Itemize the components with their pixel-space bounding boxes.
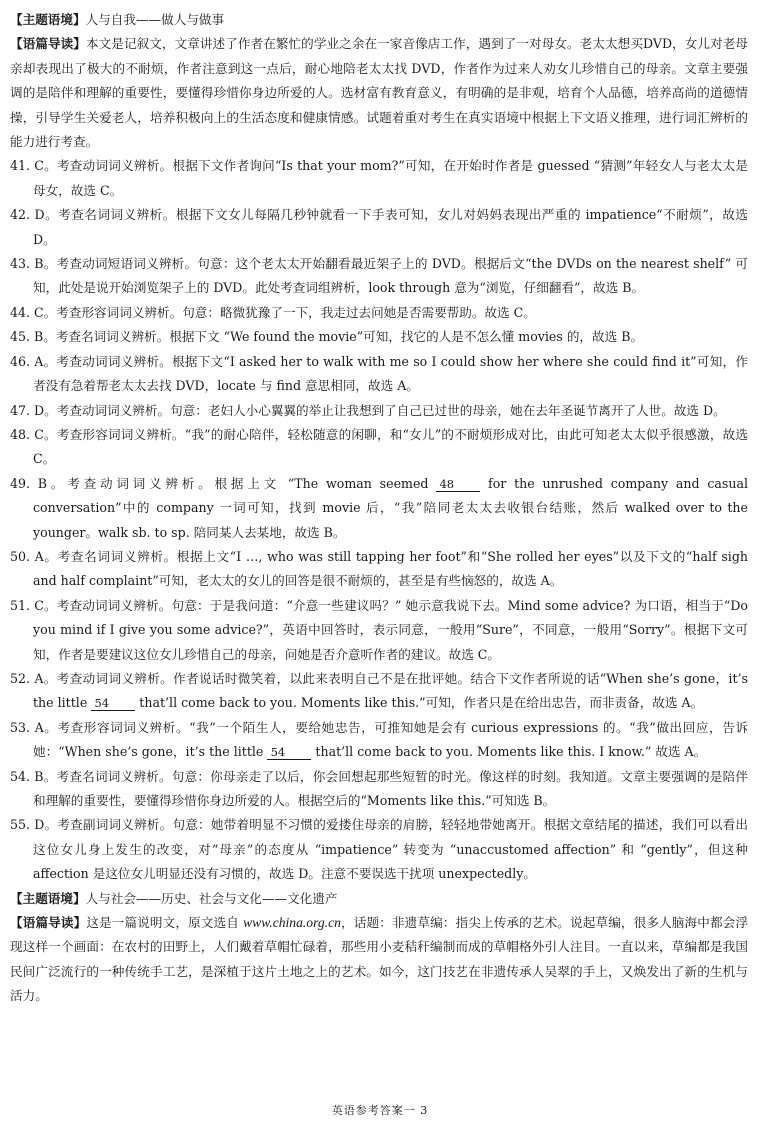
- answer-53-after: that’ll come back to you. Moments like this. I know.” 故选 A。: [311, 744, 707, 760]
- answer-52: [10, 667, 748, 716]
- answer-55: 55. D。考查副词词义辨析。句意：她带着明显不习惯的爱搂住母亲的肩膀，轻轻地带她离开。根据文章结尾的描述，我们可以看出这位女儿身上发生的改变，对“母亲”的态度从 “impatience” 转变为 “unaccustomed affection” 和 “gently”，但这种 affection 是这位女儿明显还没有习惯的，故选 D。注意不要误选干扰项 unexpectedly。: [10, 817, 748, 882]
- theme-line-2: [10, 887, 748, 911]
- blank-54: 54: [91, 696, 135, 711]
- blank-48: 48: [436, 477, 480, 492]
- guide-tag: 【语篇导读】: [10, 36, 86, 52]
- answer-51: 51. C。考查动词词义辨析。句意：于是我问道：“介意一些建议吗？” 她示意我说下去。Mind some advice? 为口语，相当于“Do you mind if I give you some advice?”，英语中回答时，表示同意，一般用“Sure”，不同意，一般用“Sorry”。根据下文可知，作者是要建议这位女儿珍惜自己的母亲，问她是否介意听作者的建议。故选 C。: [10, 597, 748, 662]
- answer-46: 46. A。考查动词词义辨析。根据下文“I asked her to walk with me so I could show her where she could find it”可知，作者没有急着帮老太太去找 DVD，locate 与 find 意思相同，故选 A。: [10, 353, 748, 394]
- theme-text-2: 人与社会——历史、社会与文化——文化遗产: [85, 890, 338, 906]
- answer-54: 54. B。考查名词词义辨析。句意：你母亲走了以后，你会回想起那些短暂的时光。像这样的时刻。我知道。文章主要强调的是陪伴和理解的重要性，要懂得珍惜你身边所爱的人。根据空后的“Moments like this.”可知选 B。: [10, 768, 748, 808]
- answer-43: 43. B。考查动词短语词义辨析。句意：这个老太太开始翻看最近架子上的 DVD。根据后文“the DVDs on the nearest shelf” 可知，此处是说开始浏览架子上的 DVD。此处考查词组辨析，look through 意为“浏览，仔细翻看”，故选 B。: [10, 256, 748, 296]
- theme-tag-2: 【主题语境】: [10, 890, 86, 906]
- page-footer: 英语参考答案一 3: [331, 1104, 429, 1117]
- theme-line-1: [10, 8, 748, 32]
- answer-52-before: 52. A。考查动词词义辨析。作者说话时微笑着，以此来表明自己不是在批评她。结合下文作者所说的话“When she’s gone，it’s the little: [10, 670, 748, 711]
- answer-53-before: 53. A。考查形容词词义辨析。“我”一个陌生人，要给她忠告，可推知她是会有 curious expressions 的。“我”做出回应，告诉她：“When she’s gone，it’s the little: [10, 719, 748, 760]
- guide-text: 本文是记叙文，文章讲述了作者在繁忙的学业之余在一家音像店工作，遇到了一对母女。老太太想买DVD，女儿对老母亲却表现出了极大的不耐烦，作者注意到这一点后，耐心地陪老太太找 DVD，作者作为过来人劝女儿珍惜自己的母亲。文章主要强调的是陪伴和理解的重要性，要懂得珍惜你身边所爱的人。选材富有教育意义，有明确的是非观，培育个人品德，培养高尚的道德情操，引导学生关爱老人，培养积极向上的生活态度和健康情感。试题着重对考生在真实语境中根据上下文语义推理，进行词汇辨析的能力进行考查。: [10, 36, 749, 150]
- blank-54-b: 54: [267, 745, 311, 760]
- answer-44: 44. C。考查形容词词义辨析。句意：略微犹豫了一下，我走过去问她是否需要帮助。故选 C。: [10, 304, 536, 320]
- source-url: www.china.org.cn: [243, 915, 341, 931]
- answer-45: 45. B。考查名词词义辨析。根据下文 “We found the movie”可知，找它的人是不怎么懂 movies 的，故选 B。: [10, 329, 644, 345]
- answer-49: [10, 472, 748, 545]
- answer-49-after: for the unrushed company and casual conversation”中的 company 一词可知，找到 movie 后，“我”陪同老太太去收银台结账，然后 walked over to the younger。walk sb. to sp. 陪同某人去某地，故选 B。: [33, 475, 749, 540]
- answer-49-before: 49. B。考查动词词义辨析。根据上文 “The woman seemed: [10, 475, 437, 491]
- answer-47: 47. D。考查动词词义辨析。句意：老妇人小心翼翼的举止让我想到了自己已过世的母亲，她在去年圣诞节离开了人世。故选 D。: [10, 402, 726, 418]
- guide-tag-2: 【语篇导读】: [10, 915, 87, 931]
- guide-paragraph-2: [10, 911, 748, 1009]
- theme-text: 人与自我——做人与做事: [85, 12, 225, 27]
- guide-text-2-after: ，话题：非遗草编：指尖上传承的艺术。说起草编，很多人脑海中都会浮现这样一个画面：在农村的田野上，人们戴着草帽忙碌着，那些用小麦秸秆编制而成的草帽格外引人注目。一直以来，草编都是我国民间广泛流行的一种传统手工艺，是深植于这片土地之上的艺术。如今，这门技艺在非遗传承人吴翠的手上，又焕发出了新的生机与活力。: [10, 915, 748, 1004]
- answer-42: 42. D。考查名词词义辨析。根据下文女儿每隔几秒钟就看一下手表可知，女儿对妈妈表现出严重的 impatience“不耐烦”，故选 D。: [10, 207, 748, 247]
- answer-content: [10, 8, 748, 1009]
- answer-50: 50. A。考查名词词义辨析。根据上文“I …, who was still tapping her foot”和“She rolled her eyes”以及下文的“half sigh and half complaint”可知，老太太的女儿的回答是很不耐烦的，甚至是有些恼怒的，故选 A。: [10, 548, 748, 589]
- answer-41: 41. C。考查动词词义辨析。根据下文作者询问“Is that your mom?”可知，在开始时作者是 guessed “猜测”年轻女人与老太太是母女，故选 C。: [10, 158, 748, 198]
- answer-53: [10, 716, 748, 765]
- answer-48: 48. C。考查形容词词义辨析。“我”的耐心陪伴，轻松随意的闲聊，和“女儿”的不耐烦形成对比，由此可知老太太似乎很感激，故选 C。: [10, 426, 748, 467]
- answer-52-after: that’ll come back to you. Moments like this.”可知，作者只是在给出忠告，而非责备，故选 A。: [135, 695, 704, 711]
- guide-text-2-before: 这是一篇说明文，原文选自: [86, 915, 244, 931]
- theme-tag: 【主题语境】: [10, 12, 86, 27]
- guide-paragraph-1: [10, 32, 748, 154]
